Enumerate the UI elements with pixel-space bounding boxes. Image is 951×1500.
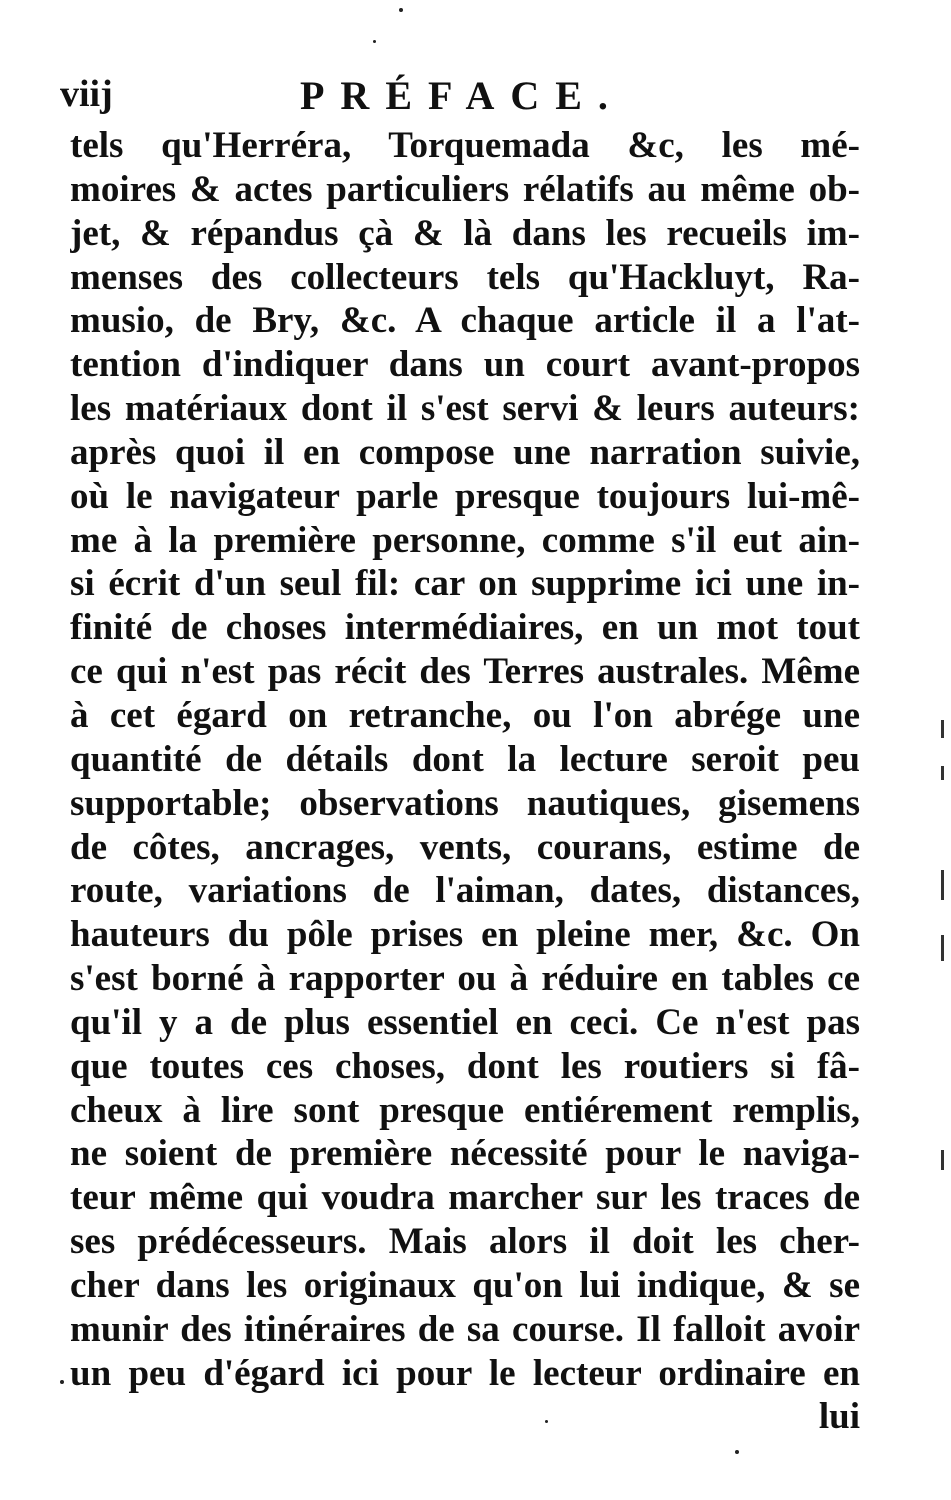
text-line: quantité de détails dont la lecture seroit peu (70, 738, 860, 780)
text-line: à cet égard on retranche, ou l'on abrége une (70, 694, 860, 736)
text-line: menses des collecteurs tels qu'Hackluyt, Ra- (70, 256, 860, 298)
catchword: lui (818, 1396, 860, 1438)
text-line: si écrit d'un seul fil: car on supprime ici une in- (70, 563, 860, 605)
margin-mark (941, 720, 944, 738)
text-line: tels qu'Herréra, Torquemada &c, les mé- (70, 125, 860, 166)
text-line: cher dans les originaux qu'on lui indique, & se (70, 1264, 860, 1306)
text-line: ses prédécesseurs. Mais alors il doit les cher- (70, 1221, 860, 1263)
scan-speck (545, 1420, 548, 1423)
text-line: après quoi il en compose une narration suivie, (70, 431, 860, 473)
scan-speck (373, 40, 376, 43)
margin-mark (941, 766, 944, 780)
text-line: que toutes ces choses, dont les routiers si fâ- (70, 1045, 860, 1087)
text-line: munir des itinéraires de sa course. Il falloit avoir (70, 1308, 860, 1350)
text-line: moires & actes particuliers rélatifs au même ob- (70, 168, 860, 210)
page-title: PRÉFACE. (300, 73, 624, 118)
text-line: teur même qui voudra marcher sur les traces de (70, 1177, 860, 1219)
text-line: jet, & répandus çà & là dans les recueils im- (70, 212, 860, 254)
text-line: hauteurs du pôle prises en pleine mer, &c. On (70, 914, 860, 956)
running-head (60, 68, 860, 124)
text-line: ne soient de première nécessité pour le naviga- (70, 1133, 860, 1175)
text-line: route, variations de l'aiman, dates, distances, (70, 870, 860, 912)
text-line: un peu d'égard ici pour le lecteur ordinaire en (70, 1352, 860, 1394)
text-line: musio, de Bry, &c. A chaque article il a l'at- (70, 300, 860, 342)
text-line: supportable; observations nautiques, gisemens (70, 782, 860, 824)
margin-mark (941, 1150, 944, 1170)
page-number: viij (60, 73, 113, 115)
scan-speck (735, 1450, 739, 1454)
text-line: qu'il y a de plus essentiel en ceci. Ce n'est pas (70, 1001, 860, 1043)
text-line: ce qui n'est pas récit des Terres australes. Même (70, 651, 860, 693)
text-line: finité de choses intermédiaires, en un mot tout (70, 607, 860, 649)
margin-mark (941, 870, 944, 900)
text-line: les matériaux dont il s'est servi & leurs auteurs: (70, 388, 860, 430)
text-line: s'est borné à rapporter ou à réduire en tables ce (70, 958, 860, 1000)
body-text (70, 124, 860, 1439)
margin-mark (941, 935, 944, 961)
text-line: cheux à lire sont presque entiérement remplis, (70, 1089, 860, 1131)
scan-speck (60, 1380, 64, 1384)
text-line: où le navigateur parle presque toujours lui-mê- (70, 475, 860, 517)
text-line: tention d'indiquer dans un court avant-propos (70, 344, 860, 386)
text-line: de côtes, ancrages, vents, courans, estime de (70, 826, 860, 868)
text-line: me à la première personne, comme s'il eut ain- (70, 519, 860, 561)
scan-speck (399, 8, 403, 12)
